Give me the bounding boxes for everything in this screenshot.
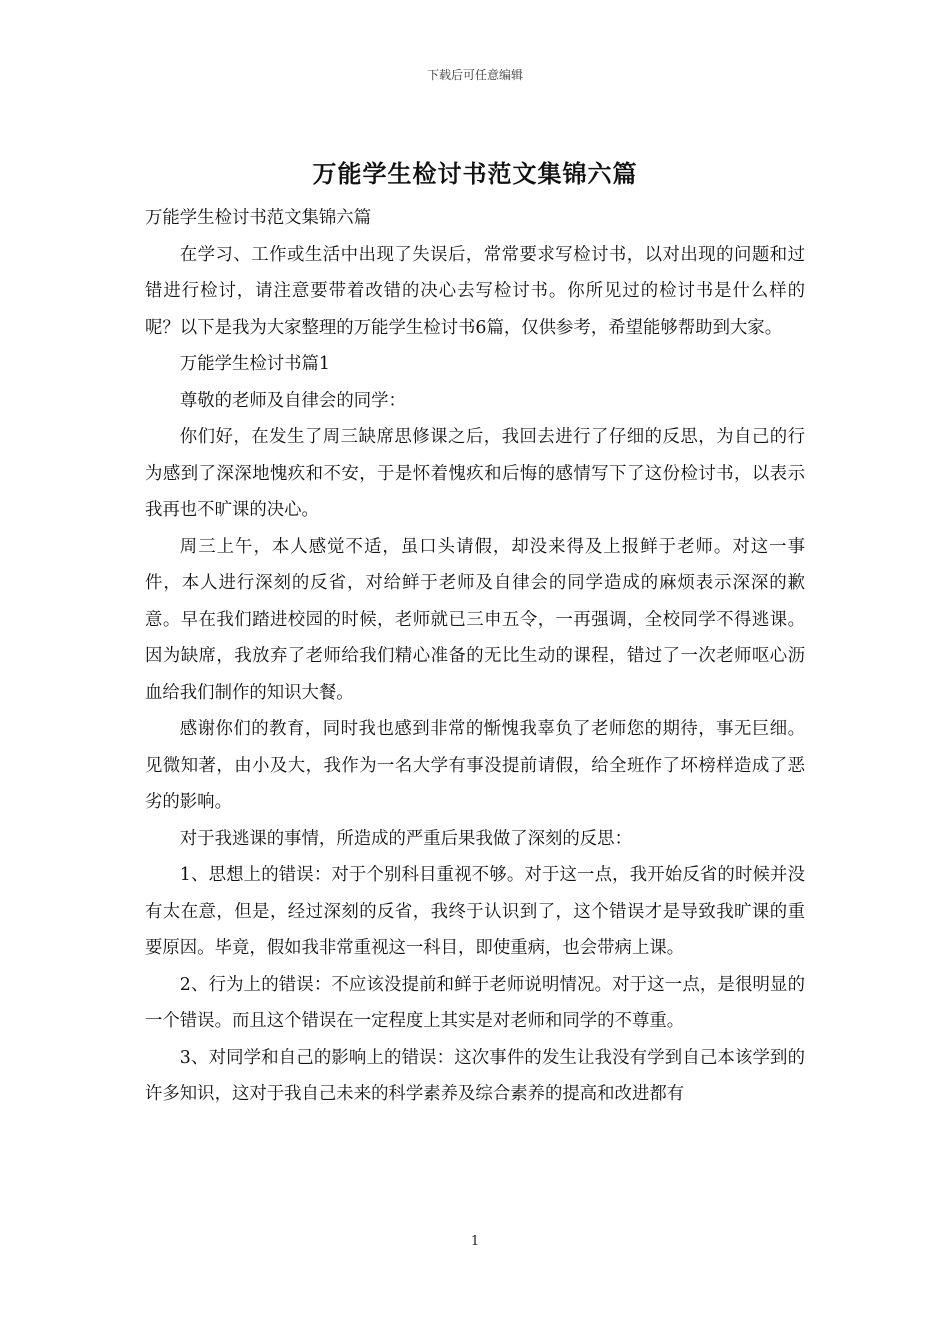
list-item: 3、对同学和自己的影响上的错误：这次事件的发生让我没有学到自己本该学到的许多知识，这对于我自己未来的科学素养及综合素养的提高和改进都有 — [145, 1047, 805, 1104]
document-body — [145, 200, 805, 1113]
body-paragraph: 周三上午，本人感觉不适，虽口头请假，却没来得及上报鲜于老师。对这一事件，本人进行深刻的反省，对给鲜于老师及自律会的同学造成的麻烦表示深深的歉意。早在我们踏进校园的时候，老师就已三申五令，一再强调，全校同学不得逃课。因为缺席，我放弃了老师给我们精心准备的无比生动的课程，错过了一次老师呕心沥血给我们制作的知识大餐。 — [145, 536, 805, 703]
body-paragraph: 你们好，在发生了周三缺席思修课之后，我回去进行了仔细的反思，为自己的行为感到了深深地愧疚和不安，于是怀着愧疚和后悔的感情写下了这份检讨书，以表示我再也不旷课的决心。 — [145, 427, 805, 520]
intro-paragraph: 在学习、工作或生活中出现了失误后，常常要求写检讨书，以对出现的问题和过错进行检讨，请注意要带着改错的决心去写检讨书。你所见过的检讨书是什么样的呢？以下是我为大家整理的万能学生检讨书6篇，仅供参考，希望能够帮助到大家。 — [145, 244, 805, 338]
list-item: 2、行为上的错误：不应该没提前和鲜于老师说明情况。对于这一点，是很明显的一个错误。而且这个错误在一定程度上其实是对老师和同学的不尊重。 — [145, 974, 805, 1031]
salutation: 尊敬的老师及自律会的同学： — [179, 390, 406, 411]
body-paragraph: 感谢你们的教育，同时我也感到非常的惭愧我辜负了老师您的期待，事无巨细。见微知著，由小及大，我作为一名大学有事没提前请假，给全班作了坏榜样造成了恶劣的影响。 — [145, 719, 805, 812]
page-number: 1 — [470, 1234, 480, 1249]
page-header-note: 下载后可任意编辑 — [426, 68, 523, 82]
subtitle-line: 万能学生检讨书范文集锦六篇 — [145, 208, 372, 228]
section-heading: 万能学生检讨书篇1 — [179, 354, 330, 374]
list-item: 1、思想上的错误：对于个别科目重视不够。对于这一点，我开始反省的时候并没有太在意，但是，经过深刻的反省，我终于认识到了，这个错误才是导致我旷课的重要原因。毕竟，假如我非常重视这一科目，即使重病，也会带病上课。 — [145, 865, 805, 958]
document-title: 万能学生检讨书范文集锦六篇 — [312, 159, 638, 188]
body-paragraph: 对于我逃课的事情，所造成的严重后果我做了深刻的反思： — [179, 828, 632, 849]
